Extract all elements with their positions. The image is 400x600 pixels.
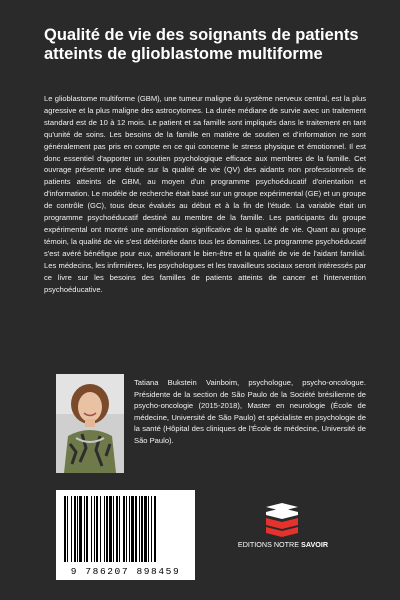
isbn-digits: 9 786207 898459	[70, 566, 181, 577]
book-title: Qualité de vie des soignants de patients atteints de glioblastome multiforme	[44, 26, 359, 63]
barcode-bars	[62, 496, 189, 564]
author-portrait	[56, 374, 124, 473]
author-bio: Tatiana Bukstein Vainboim, psychologue, psycho-oncologue. Présidente de la section de São Paulo de la Société brésilienne de psycho-oncologie (2015-2018), Master en neurologie (École de médecine, Université de São Paulo) et spécialiste en psychologie de la santé (Hôpital des cliniques de l'École de médecine, Université de São Paulo).	[134, 378, 366, 445]
book-abstract: Le glioblastome multiforme (GBM), une tumeur maligne du système nerveux central, est la plus agressive et la plus maligne des astrocytomes. La durée médiane de survie avec un traitement standard est de 10 à 12 mois. Le patient et sa famille sont impliqués dans le traitement en tant qu'unité de soins. Les besoins de la famille en matière de soutien et d'information ne sont généralement pas pris en compte en ce qui concerne le stress physique et émotionnel. Il est donc essentiel d'apporter un soutien psychologique efficace aux membres de la famille. Cet ouvrage présente une étude sur la qualité de vie (QV) des aidants non professionnels de patients atteints de GBM, au moyen d'un programme psychoéducatif d'orientation et d'information. Le modèle de recherche était basé sur un groupe expérimental (GE) et un groupe de contrôle (GC), tous deux évalués au début et à la fin de l'étude. La variable était un programme psychoéducatif destiné au membre de la famille. Les participants du groupe expérimental ont montré une amélioration significative de la qualité de vie. Quant au groupe témoin, la qualité de vie s'est détériorée dans tous les domaines. Le programme psychoéducatif s'est avéré bénéfique pour eux, améliorant le bien-être et la qualité de vie de l'aidant familial. Les médecins, les infirmières, les psychologues et les travailleurs sociaux seront intéressés par ce livre sur les besoins des familles de patients atteints de cancer et l'intervention psychoéducative.	[44, 94, 366, 294]
publisher-strong: SAVOIR	[301, 540, 329, 549]
publisher-prefix: EDITIONS NOTRE	[237, 540, 300, 549]
isbn-barcode	[56, 490, 195, 580]
stacked-books-icon	[262, 503, 302, 537]
publisher-name	[228, 540, 338, 549]
